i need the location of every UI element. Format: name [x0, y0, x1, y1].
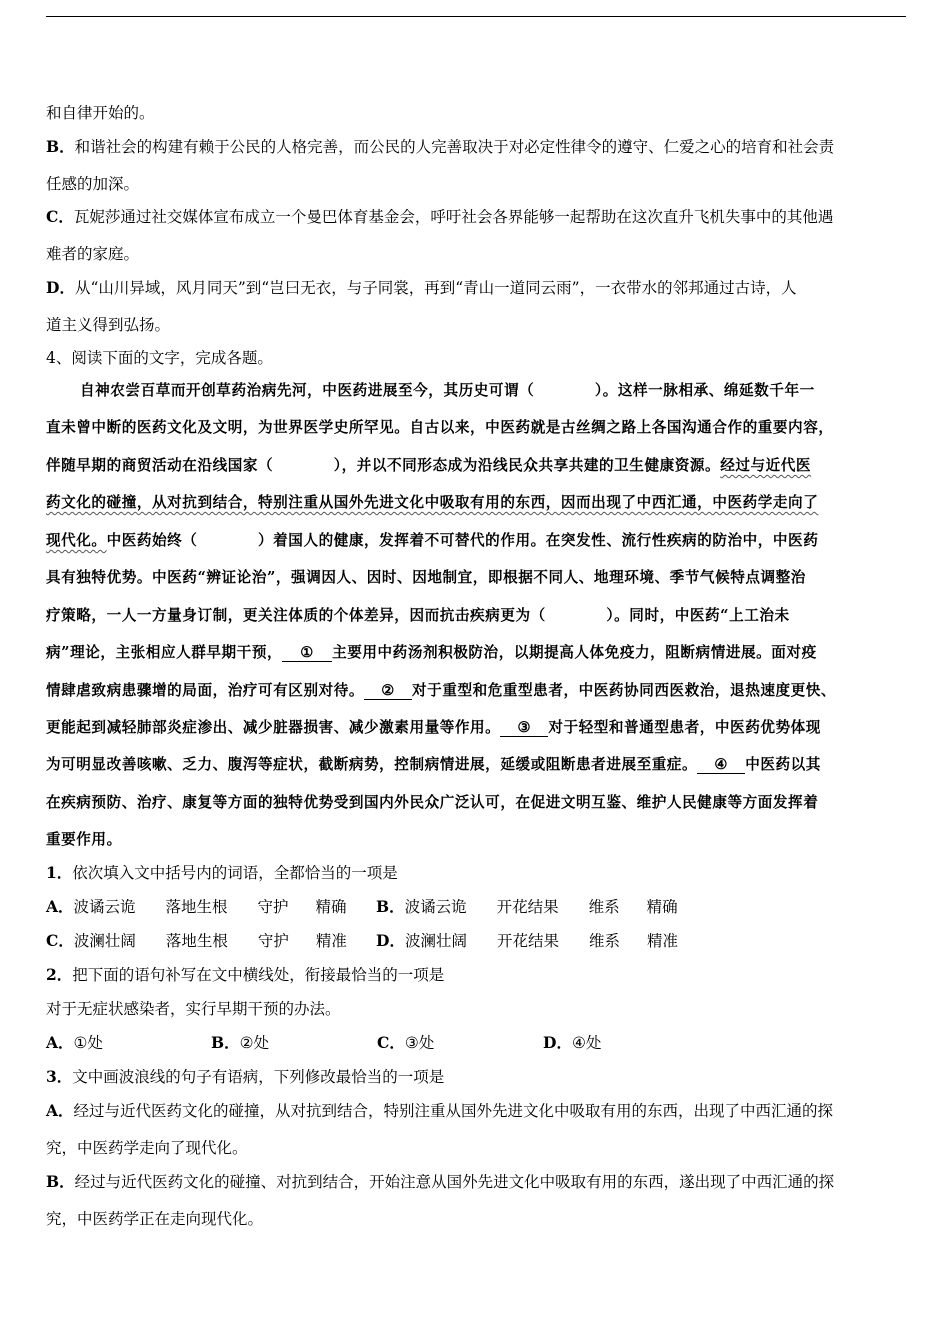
option-letter: C．	[46, 931, 74, 950]
blank-marker-2: ②	[364, 682, 412, 700]
option-text: ③处	[404, 1034, 435, 1052]
text-line: 道主义得到弘扬。	[46, 316, 171, 334]
option-b-line	[46, 137, 834, 157]
passage-text: 对于轻型和普通型患者，中医药优势体现	[548, 719, 821, 736]
option-letter: D．	[46, 278, 75, 297]
q3-option-b-cont: 究，中医药学正在走向现代化。	[46, 1210, 264, 1228]
option-word: 精准	[646, 932, 678, 950]
option-d-line	[46, 278, 797, 298]
option-letter: B．	[376, 897, 405, 916]
option-letter: B．	[46, 137, 75, 156]
passage-line: 疗策略，一人一方量身订制，更关注体质的个体差异，因而抗击疾病更为（ ）。同时，中医药“上工治未	[46, 607, 790, 624]
option-word: 精准	[315, 932, 347, 950]
blank-marker-4: ④	[697, 756, 745, 774]
option-word: 波澜壮阔	[404, 932, 467, 950]
option-letter: C．	[46, 207, 74, 226]
option-word: 波谲云诡	[73, 898, 136, 916]
question-heading: 4、阅读下面的文字，完成各题。	[46, 349, 273, 367]
option-word: 守护	[257, 932, 289, 950]
q1-options-row-2	[46, 931, 678, 951]
option-text: ①处	[73, 1034, 103, 1052]
passage-text: 中医药始终（ ）着国人的健康，发挥着不可替代的作用。在突发性、流行性疾病的防治中，中医药	[106, 532, 819, 549]
option-letter: D．	[543, 1033, 572, 1052]
option-text: 从“山川异域，风月同天”到“岂曰无衣，与子同裳，再到“青山一道同云雨”，一衣带水的邻邦通过古诗，人	[74, 279, 797, 297]
option-word: 守护	[257, 898, 289, 916]
option-word: 维系	[588, 898, 620, 916]
option-letter: B．	[211, 1033, 240, 1052]
passage-line: 自神农尝百草而开创草药治病先河，中医药进展至今，其历史可谓（ ）。这样一脉相承、绵延数千年一	[80, 382, 815, 399]
question-text: 依次填入文中括号内的词语，全都恰当的一项是	[72, 864, 398, 882]
question-text: 把下面的语句补写在文中横线处，衔接最恰当的一项是	[72, 966, 445, 984]
blank-marker-3: ③	[500, 719, 548, 737]
text-line: 和自律开始的。	[46, 104, 155, 122]
q2-options-row	[46, 1033, 601, 1053]
option-word: 维系	[588, 932, 620, 950]
q2-option-c[interactable]	[377, 1033, 543, 1053]
question-number: 1．	[46, 863, 73, 882]
text-line: 难者的家庭。	[46, 245, 140, 263]
option-word: 开花结果	[496, 898, 559, 916]
option-letter: A．	[46, 1033, 74, 1052]
question-2-sentence: 对于无症状感染者，实行早期干预的办法。	[46, 1000, 341, 1018]
q3-option-a[interactable]	[46, 1101, 833, 1121]
option-letter: A．	[46, 897, 74, 916]
passage-line	[46, 755, 821, 775]
passage-line: 在疾病预防、治疗、康复等方面的独特优势受到国内外民众广泛认可，在促进文明互鉴、维护人民健康等方面发挥着	[46, 794, 819, 811]
option-letter: D．	[376, 931, 405, 950]
option-text: ④处	[571, 1034, 602, 1052]
option-text: 和谐社会的构建有赖于公民的人格完善，而公民的人完善取决于对必定性律令的遵守、仁爱之心的培育和社会责	[74, 138, 835, 156]
passage-line	[46, 456, 811, 476]
passage-line	[46, 531, 818, 551]
blank-marker-1: ①	[282, 644, 332, 662]
option-text: 经过与近代医药文化的碰撞、对抗到结合，开始注意从国外先进文化中吸取有用的东西，遂出现了中西汇通的探	[74, 1173, 835, 1191]
option-word: 波澜壮阔	[73, 932, 136, 950]
option-c-line	[46, 207, 833, 227]
q1-option-c[interactable]	[46, 931, 376, 951]
option-word: 精确	[646, 898, 678, 916]
header-rule	[46, 16, 906, 17]
passage-line: 直未曾中断的医药文化及文明，为世界医学史所罕见。自古以来，中医药就是古丝绸之路上各国沟通合作的重要内容，	[46, 419, 834, 436]
passage-text: 为可明显改善咳嗽、乏力、腹泻等症状，截断病势，控制病情进展，延缓或阻断患者进展至重症。	[46, 756, 698, 773]
wavy-underlined-text: 现代化。	[46, 532, 107, 549]
question-text: 文中画波浪线的句子有语病，下列修改最恰当的一项是	[72, 1068, 445, 1086]
passage-line	[46, 493, 818, 513]
q2-option-d[interactable]	[543, 1033, 601, 1053]
passage-text: 伴随早期的商贸活动在沿线国家（ ），并以不同形态成为沿线民众共享共建的卫生健康资源。	[46, 457, 721, 474]
wavy-underlined-text: 经过与近代医	[720, 457, 812, 474]
option-letter: C．	[377, 1033, 405, 1052]
passage-text: 中医药以其	[745, 756, 821, 773]
question-1-stem	[46, 863, 398, 883]
question-number: 3．	[46, 1067, 73, 1086]
passage-text: 主要用中药汤剂积极防治，以期提高人体免疫力，阻断病情进展。面对疫	[332, 644, 817, 661]
option-word: 精确	[315, 898, 347, 916]
wavy-underlined-text: 药文化的碰撞，从对抗到结合，特别注重从国外先进文化中吸取有用的东西，因而出现了中西汇通，中医药学走向了	[46, 494, 819, 511]
q1-option-a[interactable]	[46, 897, 376, 917]
option-word: 落地生根	[165, 898, 228, 916]
passage-text: 更能起到减轻肺部炎症渗出、减少脏器损害、减少激素用量等作用。	[46, 719, 501, 736]
passage-line	[46, 643, 817, 663]
q3-option-a-cont: 究，中医药学走向了现代化。	[46, 1139, 248, 1157]
option-text: ②处	[239, 1034, 270, 1052]
passage-text: 情肆虐致病患骤增的局面，治疗可有区别对待。	[46, 682, 365, 699]
option-text: 瓦妮莎通过社交媒体宣布成立一个曼巴体育基金会，呼吁社会各界能够一起帮助在这次直升飞机失事中的其他遇	[73, 208, 834, 226]
passage-line	[46, 718, 821, 738]
q1-options-row-1	[46, 897, 678, 917]
passage-text: 对于重型和危重型患者，中医药协同西医救治，退热速度更快、	[412, 682, 837, 699]
passage-line: 具有独特优势。中医药“辨证论治”，强调因人、因时、因地制宜，即根据不同人、地理环境、季节气候特点调整治	[46, 569, 806, 586]
q1-option-b[interactable]	[376, 897, 678, 917]
q2-option-b[interactable]	[211, 1033, 377, 1053]
option-text: 经过与近代医药文化的碰撞，从对抗到结合，特别注重从国外先进文化中吸取有用的东西，出现了中西汇通的探	[73, 1102, 834, 1120]
passage-line	[46, 681, 836, 701]
option-letter: B．	[46, 1172, 75, 1191]
passage-text: 病”理论，主张相应人群早期干预，	[46, 644, 283, 661]
question-3-stem	[46, 1067, 444, 1087]
text-line: 任感的加深。	[46, 175, 140, 193]
passage-line: 重要作用。	[46, 831, 122, 848]
q2-option-a[interactable]	[46, 1033, 211, 1053]
q1-option-d[interactable]	[376, 931, 678, 951]
option-word: 开花结果	[496, 932, 559, 950]
question-number: 2．	[46, 965, 73, 984]
option-word: 波谲云诡	[404, 898, 467, 916]
option-word: 落地生根	[165, 932, 228, 950]
question-2-stem	[46, 965, 444, 985]
q3-option-b[interactable]	[46, 1172, 834, 1192]
option-letter: A．	[46, 1101, 74, 1120]
